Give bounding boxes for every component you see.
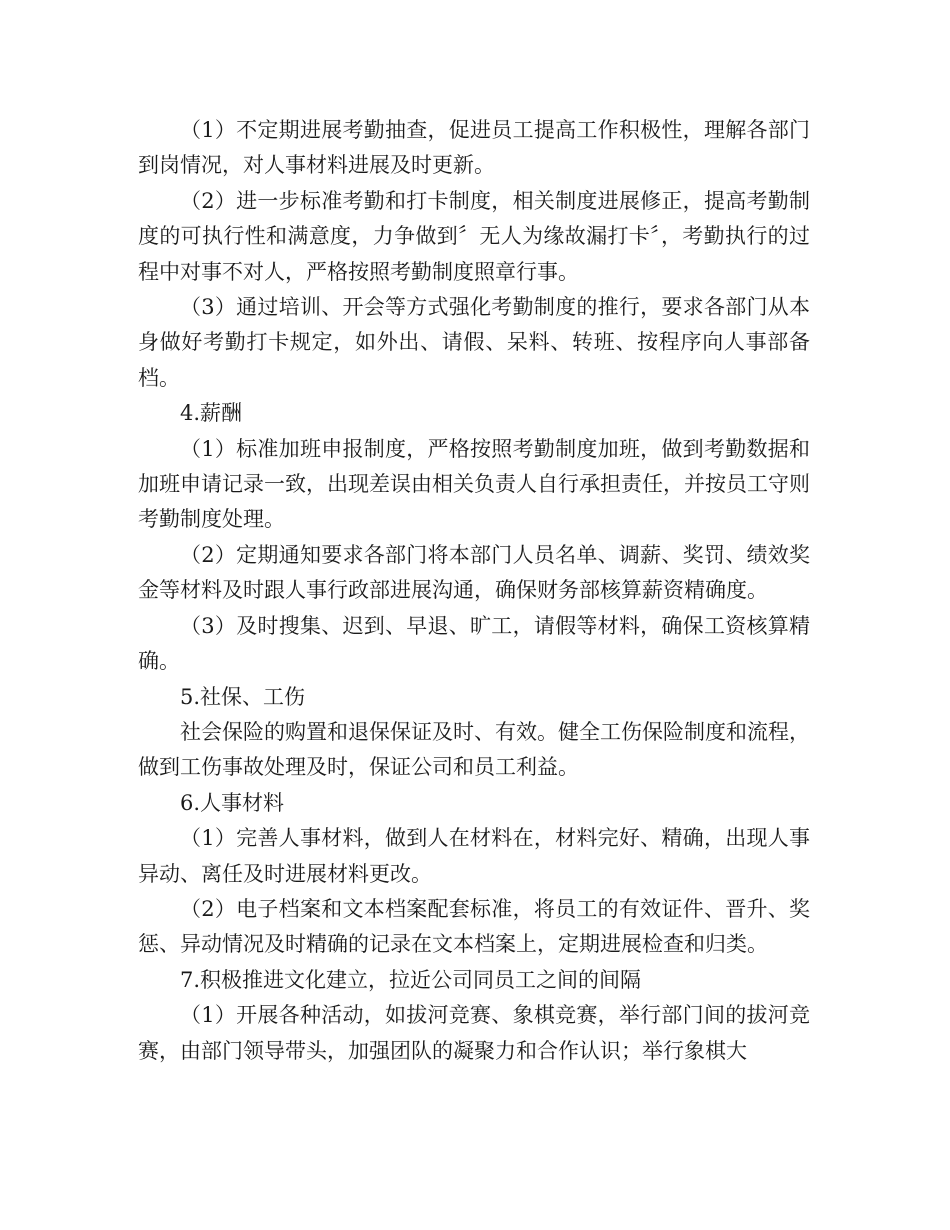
section-heading-salary: 4.薪酬 xyxy=(180,401,243,426)
document-page xyxy=(138,113,810,1069)
section-heading-social-insurance: 5.社保、工伤 xyxy=(180,684,306,709)
paragraph-social-insurance: 社会保险的购置和退保保证及时、有效。健全工伤保险制度和流程，做到工伤事故处理及时，保证公司和员工利益。 xyxy=(138,719,810,780)
paragraph-attendance-collection: （3）及时搜集、迟到、早退、旷工，请假等材料，确保工资核算精确。 xyxy=(138,613,810,674)
paragraph-electronic-archives: （2）电子档案和文本档案配套标准，将员工的有效证件、晋升、奖惩、异动情况及时精确的记录在文本档案上，定期进展检查和归类。 xyxy=(138,896,810,957)
paragraph-attendance-spot-check: （1）不定期进展考勤抽查，促进员工提高工作积极性，理解各部门到岗情况，对人事材料进展及时更新。 xyxy=(138,118,810,178)
paragraph-activities: （1）开展各种活动，如拔河竞赛、象棋竞赛，举行部门间的拔河竞赛，由部门领导带头，加强团队的凝聚力和合作认识；举行象棋大 xyxy=(138,1003,810,1063)
paragraph-personnel-materials: （1）完善人事材料，做到人在材料在，材料完好、精确，出现人事异动、离任及时进展材料更改。 xyxy=(138,826,810,886)
section-heading-personnel-materials: 6.人事材料 xyxy=(180,790,285,815)
paragraph-department-notification: （2）定期通知要求各部门将本部门人员名单、调薪、奖罚、绩效奖金等材料及时跟人事行政部进展沟通，确保财务部核算薪资精确度。 xyxy=(138,542,810,603)
paragraph-attendance-standardization: （2）进一步标准考勤和打卡制度，相关制度进展修正，提高考勤制度的可执行性和满意度，力争做到〞无人为缘故漏打卡〞，考勤执行的过程中对事不对人，严格按照考勤制度照章行事。 xyxy=(138,188,810,284)
section-heading-culture: 7.积极推进文化建立，拉近公司同员工之间的间隔 xyxy=(180,967,642,992)
paragraph-overtime-standard: （1）标准加班申报制度，严格按照考勤制度加班，做到考勤数据和加班申请记录一致，出现差误由相关负责人自行承担责任，并按员工守则考勤制度处理。 xyxy=(138,436,810,532)
paragraph-attendance-training: （3）通过培训、开会等方式强化考勤制度的推行，要求各部门从本身做好考勤打卡规定，如外出、请假、呆料、转班、按程序向人事部备档。 xyxy=(138,295,810,390)
